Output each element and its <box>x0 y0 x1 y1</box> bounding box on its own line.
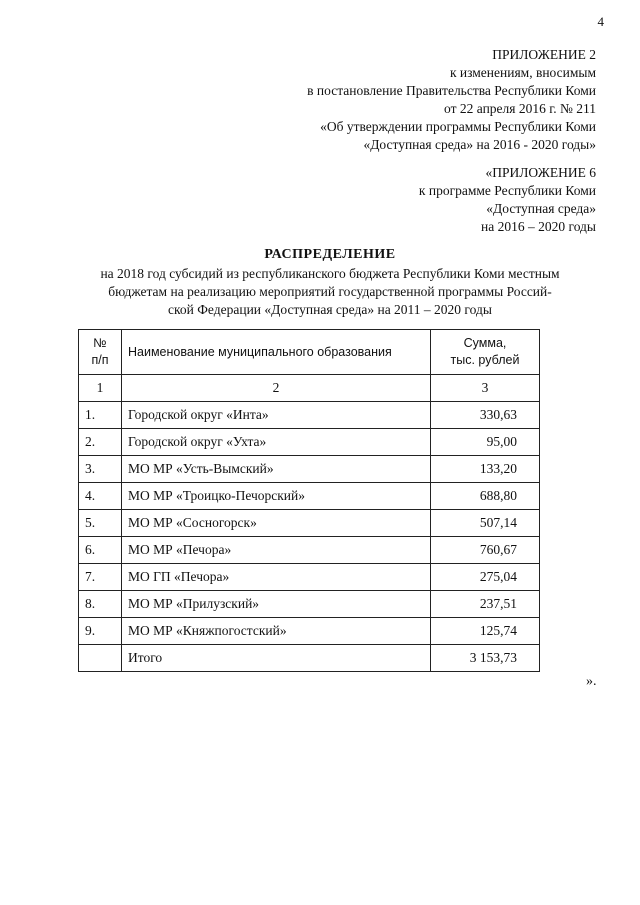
row-sum: 237,51 <box>431 591 540 618</box>
row-num: 7. <box>79 564 122 591</box>
row-num: 8. <box>79 591 122 618</box>
row-sum: 760,67 <box>431 537 540 564</box>
appendix-line: ПРИЛОЖЕНИЕ 2 <box>492 47 596 62</box>
header-name: Наименование муниципального образования <box>122 330 431 375</box>
appendix-line: «ПРИЛОЖЕНИЕ 6 <box>485 165 596 180</box>
appendix-2-header <box>307 46 596 154</box>
total-row <box>79 645 540 672</box>
table-row <box>79 483 540 510</box>
row-sum: 133,20 <box>431 456 540 483</box>
row-name: МО ГП «Печора» <box>122 564 431 591</box>
header-sum <box>431 330 540 375</box>
table-row <box>79 456 540 483</box>
appendix-line: в постановление Правительства Республики Коми <box>307 83 596 98</box>
title-heading: РАСПРЕДЕЛЕНИЕ <box>264 247 396 262</box>
row-name: МО МР «Усть-Вымский» <box>122 456 431 483</box>
appendix-line: «Доступная среда» на 2016 - 2020 годы» <box>363 137 596 152</box>
appendix-line: к изменениям, вносимым <box>449 65 596 80</box>
row-sum: 330,63 <box>431 402 540 429</box>
header-num <box>79 330 122 375</box>
index-cell: 3 <box>431 375 540 402</box>
row-name: МО МР «Печора» <box>122 537 431 564</box>
row-num: 2. <box>79 429 122 456</box>
appendix-line: от 22 апреля 2016 г. № 211 <box>444 101 596 116</box>
index-cell: 2 <box>122 375 431 402</box>
table-row <box>79 564 540 591</box>
table-row <box>79 402 540 429</box>
title-line: на 2018 год субсидий из республиканского бюджета Республики Коми местным <box>100 266 560 281</box>
page-number: 4 <box>597 14 604 29</box>
row-num: 1. <box>79 402 122 429</box>
row-sum: 275,04 <box>431 564 540 591</box>
row-name: МО МР «Княжпогостский» <box>122 618 431 645</box>
total-num <box>79 645 122 672</box>
index-cell: 1 <box>79 375 122 402</box>
row-sum: 95,00 <box>431 429 540 456</box>
table-row <box>79 429 540 456</box>
table-row <box>79 591 540 618</box>
row-name: Городской округ «Инта» <box>122 402 431 429</box>
row-num: 5. <box>79 510 122 537</box>
distribution-table <box>78 329 540 672</box>
header-num-line1: № <box>93 336 107 350</box>
row-sum: 688,80 <box>431 483 540 510</box>
closing-quote: ». <box>586 674 597 689</box>
appendix-line: к программе Республики Коми <box>418 183 596 198</box>
appendix-6-header <box>419 164 596 236</box>
row-name: МО МР «Троицко-Печорский» <box>122 483 431 510</box>
total-label: Итого <box>122 645 431 672</box>
column-index-row <box>79 375 540 402</box>
appendix-line: на 2016 – 2020 годы <box>481 219 596 234</box>
appendix-line: «Доступная среда» <box>486 201 596 216</box>
table-row <box>79 537 540 564</box>
appendix-line: «Об утверждении программы Республики Коми <box>320 119 596 134</box>
row-name: МО МР «Прилузский» <box>122 591 431 618</box>
header-num-line2: п/п <box>91 353 109 367</box>
document-title <box>60 246 600 319</box>
header-sum-line1: Сумма, <box>463 336 507 350</box>
row-name: Городской округ «Ухта» <box>122 429 431 456</box>
title-line: ской Федерации «Доступная среда» на 2011 – 2020 годы <box>168 302 492 317</box>
table-row <box>79 618 540 645</box>
row-num: 6. <box>79 537 122 564</box>
row-num: 9. <box>79 618 122 645</box>
row-name: МО МР «Сосногорск» <box>122 510 431 537</box>
table-row <box>79 510 540 537</box>
header-sum-line2: тыс. рублей <box>450 353 520 367</box>
table-header-row <box>79 330 540 375</box>
row-sum: 125,74 <box>431 618 540 645</box>
title-line: бюджетам на реализацию мероприятий государственной программы Россий- <box>108 284 552 299</box>
row-sum: 507,14 <box>431 510 540 537</box>
row-num: 4. <box>79 483 122 510</box>
row-num: 3. <box>79 456 122 483</box>
total-sum: 3 153,73 <box>431 645 540 672</box>
